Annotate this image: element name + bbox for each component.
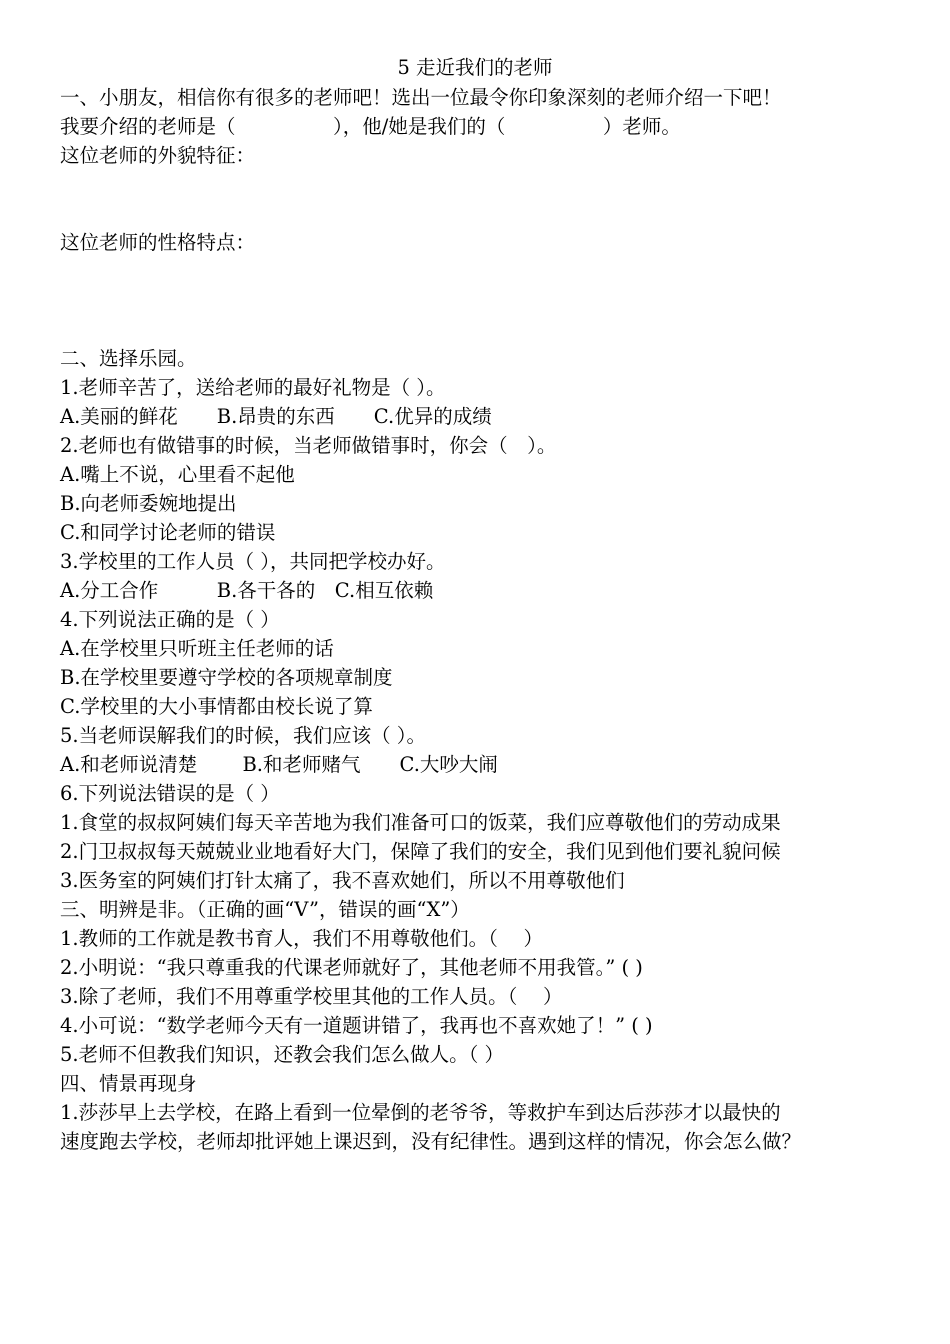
section2-line: 3.医务室的阿姨们打针太痛了，我不喜欢她们，所以不用尊敬他们 bbox=[60, 869, 625, 892]
section2-line: A.在学校里只听班主任老师的话 bbox=[60, 637, 334, 660]
section2-line: 1.老师辛苦了，送给老师的最好礼物是（ ）。 bbox=[60, 376, 446, 399]
section2-line: B.在学校里要遵守学校的各项规章制度 bbox=[60, 666, 393, 689]
section1-personality-prompt: 这位老师的性格特点： bbox=[60, 231, 256, 254]
section2-line: 3.学校里的工作人员（ ），共同把学校办好。 bbox=[60, 550, 446, 573]
section4-line: 1.莎莎早上去学校，在路上看到一位晕倒的老爷爷，等救护车到达后莎莎才以最快的 bbox=[60, 1101, 781, 1124]
section2-line: B.向老师委婉地提出 bbox=[60, 492, 237, 515]
section3-heading: 三、明辨是非。（正确的画“V”，错误的画“X”） bbox=[60, 898, 470, 921]
page-title: 5 走近我们的老师 bbox=[397, 56, 553, 79]
section2-heading: 二、选择乐园。 bbox=[60, 347, 197, 370]
section3-line: 4.小可说：“数学老师今天有一道题讲错了，我再也不喜欢她了！” ( ) bbox=[60, 1014, 653, 1037]
section2-line: A.和老师说清楚 B.和老师赌气 C.大吵大闹 bbox=[60, 753, 498, 776]
section1-appearance-prompt: 这位老师的外貌特征： bbox=[60, 144, 256, 167]
section3-line: 1.教师的工作就是教书育人，我们不用尊敬他们。（ ） bbox=[60, 927, 544, 950]
section2-line: 1.食堂的叔叔阿姨们每天辛苦地为我们准备可口的饭菜，我们应尊敬他们的劳动成果 bbox=[60, 811, 781, 834]
section2-line: C.和同学讨论老师的错误 bbox=[60, 521, 276, 544]
section2-line: A.嘴上不说，心里看不起他 bbox=[60, 463, 295, 486]
section2-line: 2.门卫叔叔每天兢兢业业地看好大门，保障了我们的安全，我们见到他们要礼貌问候 bbox=[60, 840, 781, 863]
section2-line: 2.老师也有做错事的时候，当老师做错事时，你会（ ）。 bbox=[60, 434, 557, 457]
section2-line: 4.下列说法正确的是（ ） bbox=[60, 608, 280, 631]
section2-line: 6.下列说法错误的是（ ） bbox=[60, 782, 280, 805]
section2-line: A.美丽的鲜花 B.昂贵的东西 C.优异的成绩 bbox=[60, 405, 492, 428]
section3-line: 3.除了老师，我们不用尊重学校里其他的工作人员。（ ） bbox=[60, 985, 563, 1008]
section4-line: 速度跑去学校，老师却批评她上课迟到，没有纪律性。遇到这样的情况，你会怎么做？ bbox=[60, 1130, 802, 1153]
section1-intro-line: 我要介绍的老师是（ ），他/她是我们的（ ）老师。 bbox=[60, 115, 681, 138]
section3-line: 2.小明说：“我只尊重我的代课老师就好了，其他老师不用我管。” ( ) bbox=[60, 956, 643, 979]
section1-heading: 一、小朋友，相信你有很多的老师吧！选出一位最令你印象深刻的老师介绍一下吧！ bbox=[60, 86, 782, 109]
section2-line: C.学校里的大小事情都由校长说了算 bbox=[60, 695, 373, 718]
section4-heading: 四、情景再现身 bbox=[60, 1072, 197, 1095]
section2-line: A.分工合作 B.各干各的 C.相互依赖 bbox=[60, 579, 434, 602]
section3-line: 5.老师不但教我们知识，还教会我们怎么做人。（ ） bbox=[60, 1043, 505, 1066]
section2-line: 5.当老师误解我们的时候，我们应该（ ）。 bbox=[60, 724, 427, 747]
